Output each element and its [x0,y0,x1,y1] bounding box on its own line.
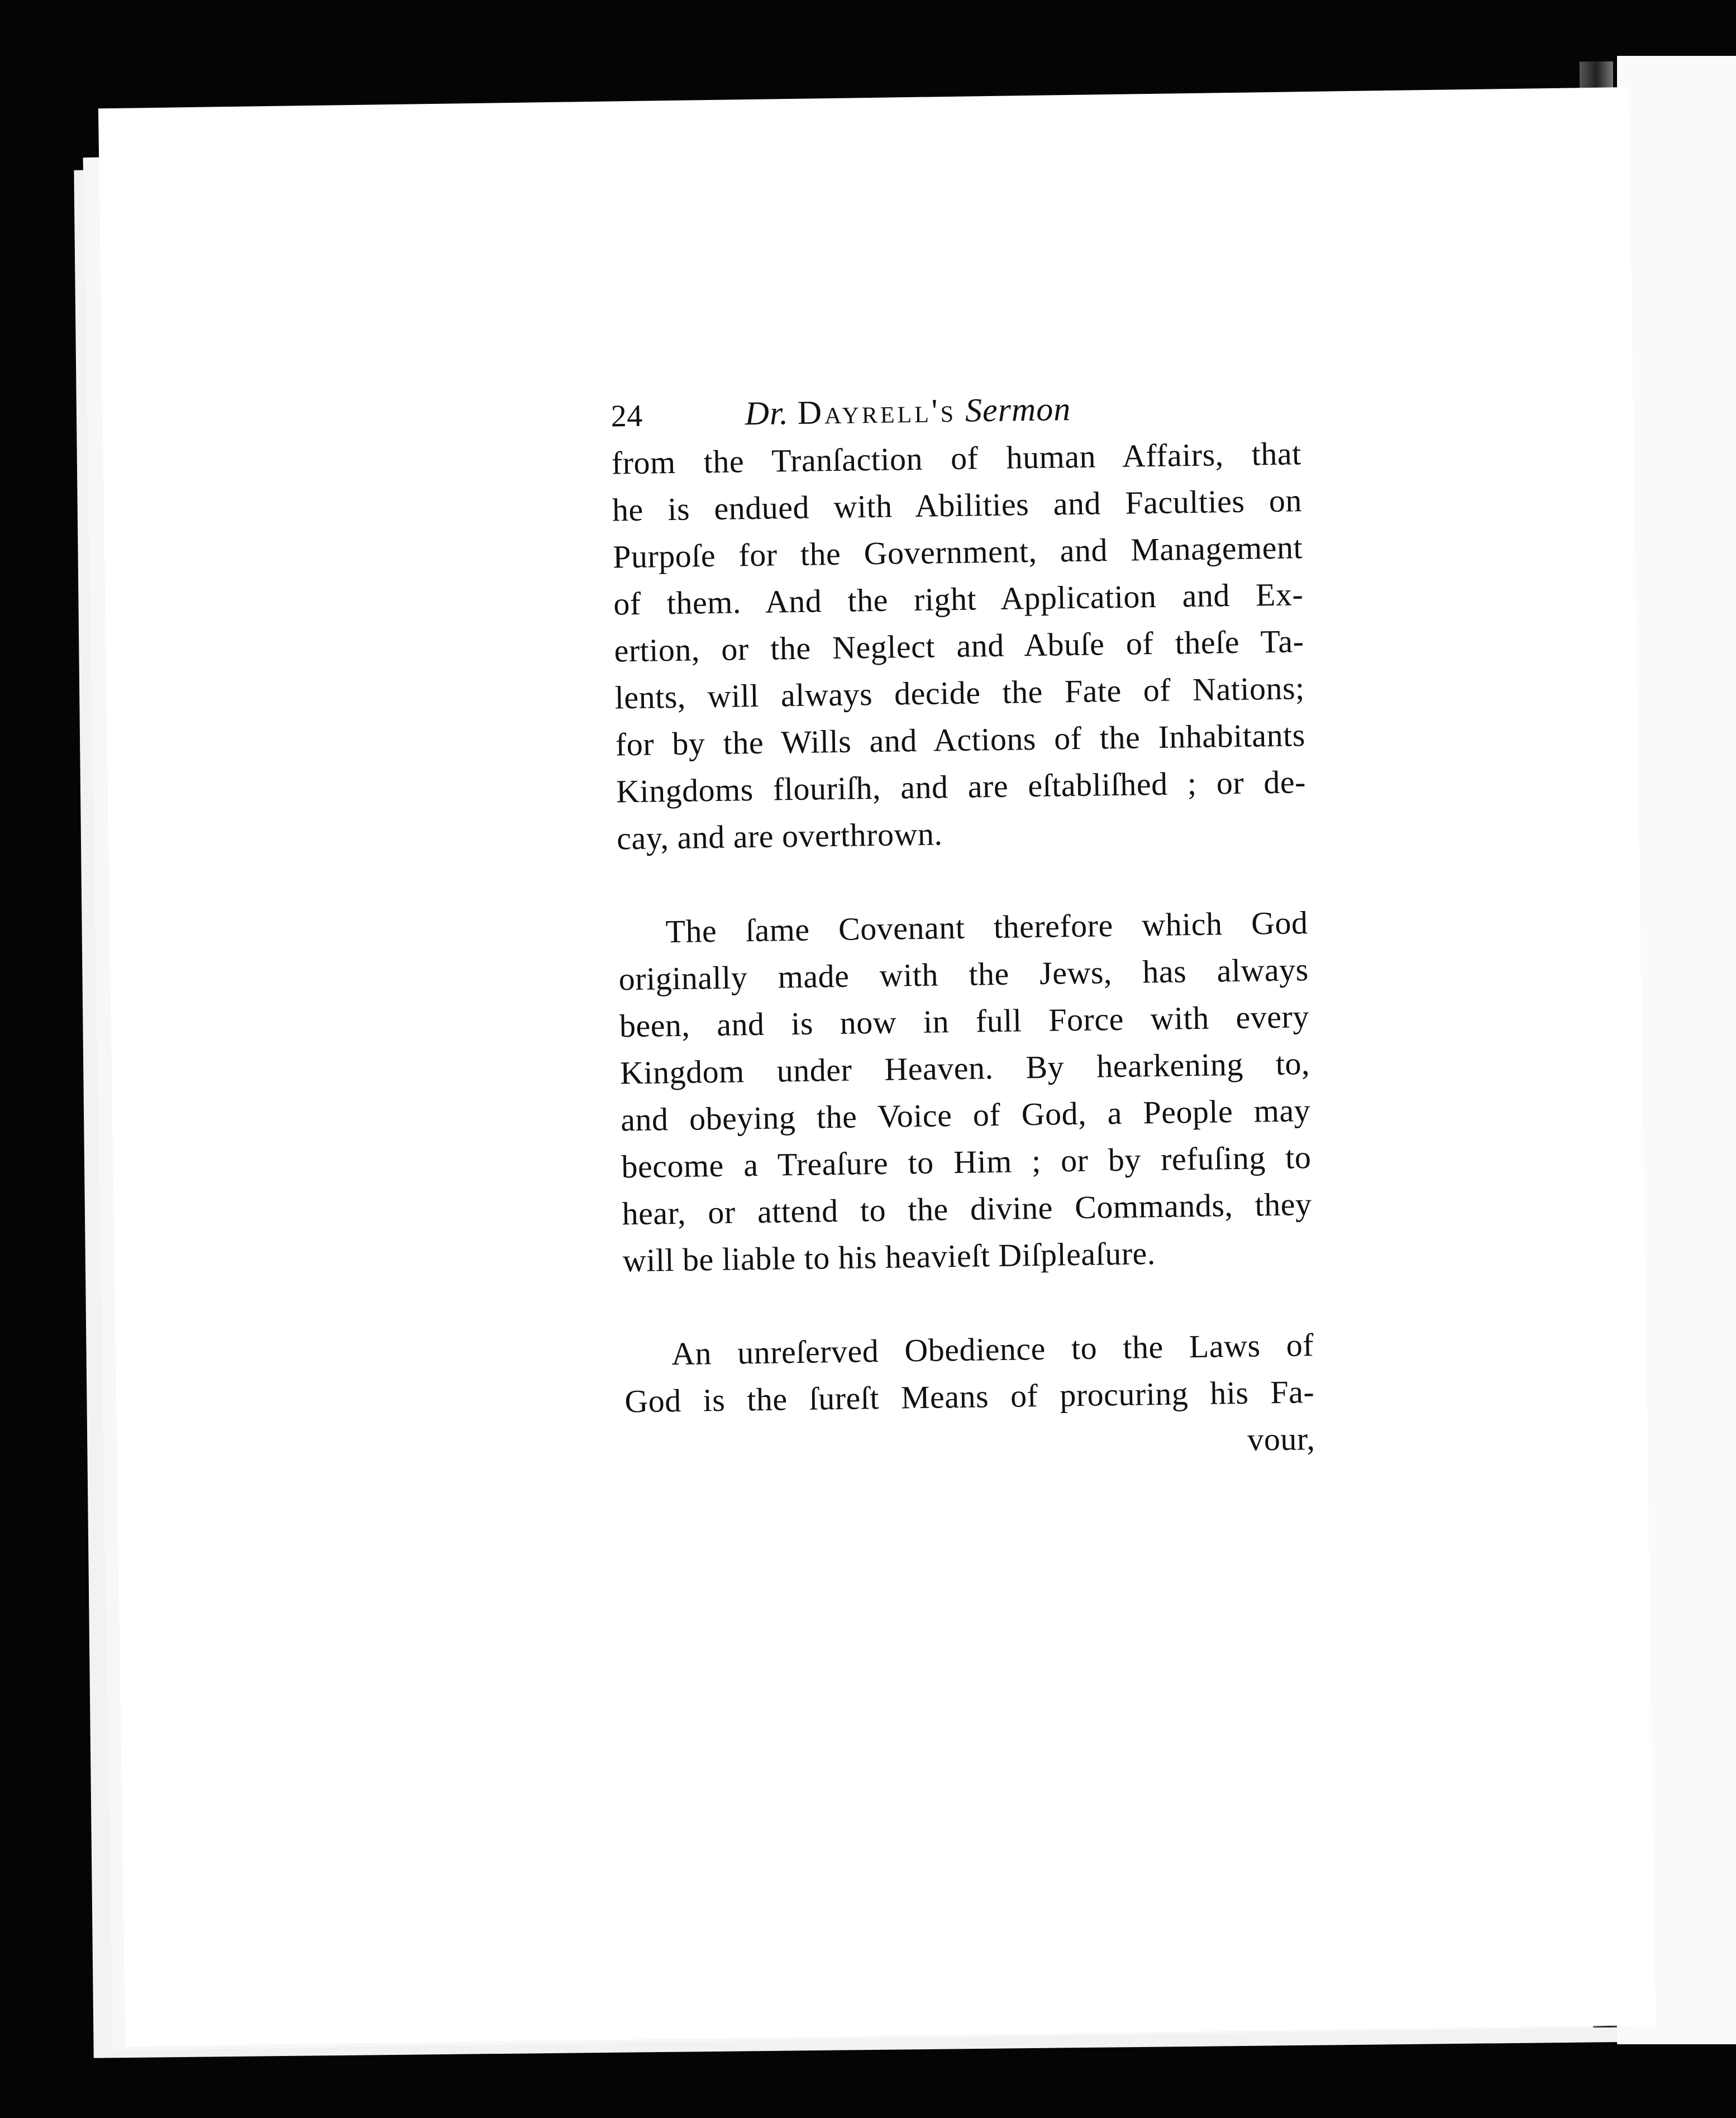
text-line: cay, and are overthrown. [616,815,943,857]
running-head [745,385,1071,437]
text-line: Purpoſe for the Government, and Management [612,529,1303,575]
text-line: originally made with the Jews, has always [618,951,1309,998]
running-head-name: Dayrell's [797,392,957,431]
text-line: The ſame Covenant therefore which God [665,904,1308,950]
catchword: vour, [1247,1420,1315,1458]
text-line: God is the ſureſt Means of procuring his Fa- [624,1373,1315,1420]
text-line: and obeying the Voice of God, a People may [620,1092,1311,1138]
text-line: of them. And the right Application and Ex- [613,576,1304,622]
text-line: lents, will always decide the Fate of Nations; [614,670,1305,716]
text-line: ertion, or the Neglect and Abuſe of theſe Ta- [614,623,1304,669]
paragraph [611,430,1306,862]
paragraph [618,899,1313,1284]
page-header [611,382,1301,438]
text-line: he is endued with Abilities and Faculties on [612,482,1303,528]
text-line: become a Treaſure to Him ; or by refuſing to [621,1139,1311,1185]
running-head-title: Dr. [745,394,789,432]
page-number: 24 [611,398,643,434]
text-line: from the Tranſaction of human Affairs, that [611,435,1302,481]
book-page [98,87,1656,2047]
paragraph [624,1322,1315,1425]
text-block [611,382,1315,1472]
text-line: hear, or attend to the divine Commands, they [622,1186,1312,1232]
text-line: will be liable to his heavieſt Diſpleaſure. [622,1235,1156,1279]
running-head-sermon: Sermon [965,390,1071,429]
text-line: been, and is now in full Force with every [619,998,1310,1044]
text-line: Kingdom under Heaven. By hearkening to, [619,1045,1310,1091]
text-line: Kingdoms flouriſh, and are eſtabliſhed ; or de- [616,764,1306,810]
text-line: An unreſerved Obedience to the Laws of [671,1327,1314,1372]
text-line: for by the Wills and Actions of the Inhabitants [615,717,1306,763]
